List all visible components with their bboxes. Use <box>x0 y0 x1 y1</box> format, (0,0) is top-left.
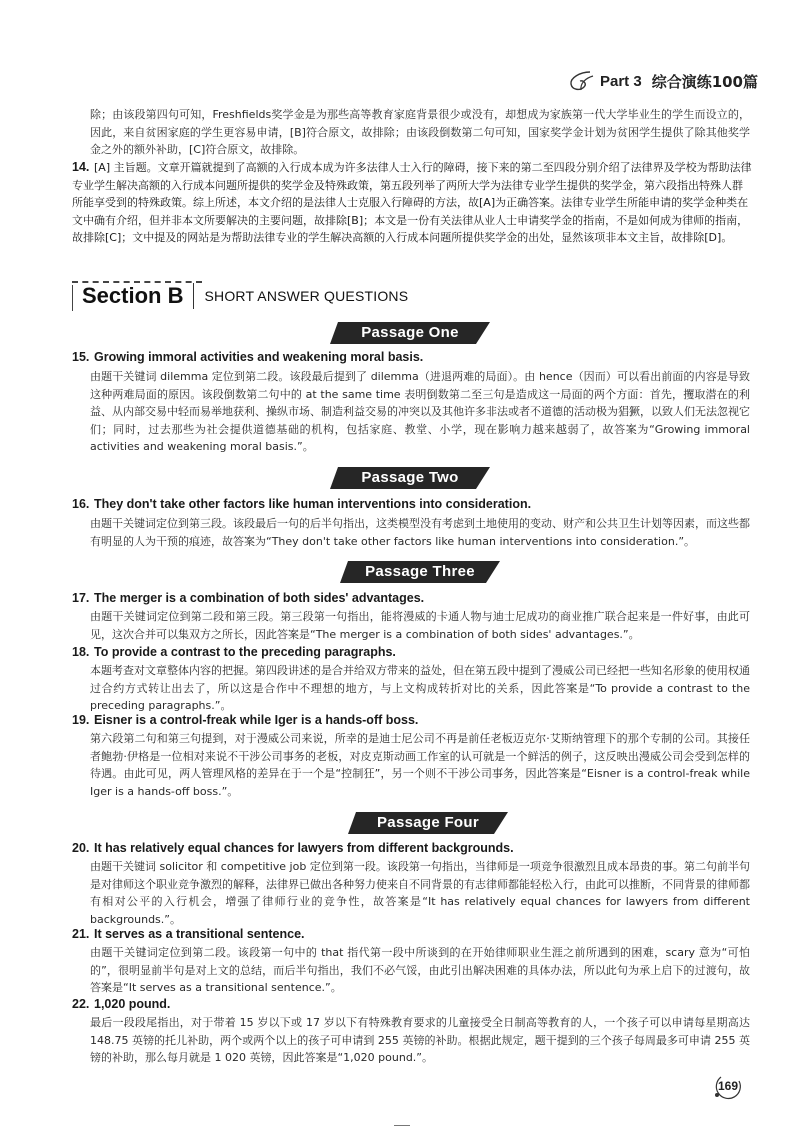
question-answer: Eisner is a control-freak while Iger is a hands-off boss. <box>94 713 419 727</box>
question-14-text: [A] 主旨题。文章开篇就提到了高额的入行成本成为许多法律人士入行的障碍，接下来的第二至四段分别介绍了法律界及学校为帮助法律专业学生解决高额的入行成本问题所提供的奖学金及特殊政策，第五段列举了两所大学为法律专业学生提供的奖学金，第六段指出特殊人群所能享受到的特殊政策。综上所述，本文介绍的是法律人士克服入行障碍的方法，故[A]为正确答案。法律专业学生所能申请的奖学金种类在文中确有介绍，但并非本文所要解决的主要问题，故排除[B]；本文是一份有关法律从业人士申请奖学金的指南，不是如何成为律师的指南，故排除[C]；文中提及的网站是为帮助法律专业的学生解决高额的入行成本问题所提供奖学金的出处，显然该项非本文主旨，故排除[D]。 <box>72 161 752 244</box>
question-number: 20. <box>72 841 90 855</box>
passage-four-banner <box>348 812 508 834</box>
question-number: 14. <box>72 160 90 174</box>
passage-two-title: Passage Two <box>361 469 459 486</box>
header-part: Part 3 <box>599 72 642 90</box>
page-number-badge <box>713 1073 743 1103</box>
question-17-head <box>72 590 752 607</box>
question-answer: The merger is a combination of both sides' advantages. <box>94 591 425 605</box>
section-title: Section B <box>72 283 194 309</box>
passage-four-title: Passage Four <box>377 814 479 831</box>
passage-one-banner <box>330 322 490 344</box>
question-20-explanation: 由题干关键词 solicitor 和 competitive job 定位到第一段。该段第一句指出，当律师是一项竞争很激烈且成本昂贵的事。第二句前半句是对律师这个职业竞争激烈的解释，法律界已做出各种努力使来自不同背景的有志律师都能轻松入行，由此可以推断，不同背景的律师都有相对公平的入行机会，增强了律师行业的竞争性，故答案是“It has relatively equal chances for lawyers from different backgrounds.”。 <box>90 860 750 926</box>
question-answer: It has relatively equal chances for lawyers from different backgrounds. <box>94 841 514 855</box>
question-17-explanation: 由题干关键词定位到第二段和第三段。第三段第一句指出，能将漫威的卡通人物与迪士尼成功的商业推广联合起来是一件好事，由此可见，这次合并可以集双方之所长，因此答案是“The merger is a combination of both sides' advantages.”。 <box>90 610 750 641</box>
question-answer: It serves as a transitional sentence. <box>94 927 305 941</box>
page-number: 169 <box>717 1079 739 1093</box>
question-answer: 1,020 pound. <box>94 997 171 1011</box>
question-15-explanation: 由题干关键词 dilemma 定位到第二段。该段最后提到了 dilemma（进退两难的局面）。由 hence（因而）可以看出前面的内容是导致这种两难局面的原因。该段倒数第二句中的 at the same time 表明倒数第二至三句是造成这一局面的两个方面：首先，攫取潜在的利益、从内部交易中轻而易举地获利、操纵市场、制造利益交易的冲突以及其他许多非法或者不道德的活动极为猖獗，以致人们无法忽视它们；同时，过去那些为社会提供道德基础的机构，包括家庭、教堂、小学，现在影响力越来越弱了，故答案为“Growing immoral activities and weakening moral basis.”。 <box>90 370 750 453</box>
question-number: 17. <box>72 591 90 605</box>
question-21-explanation: 由题干关键词定位到第二段。该段第一句中的 that 指代第一段中所谈到的在开始律师职业生涯之前所遇到的困难，scary 意为“可怕的”，很明显前半句是对上文的总结，而后半句指出，我们不必气馁，由此引出解决困难的具体办法，所以此句为承上启下的过渡句，故答案是“It serves as a transitional sentence.”。 <box>90 946 750 994</box>
section-title-box <box>72 281 408 311</box>
passage-three-title: Passage Three <box>365 563 475 580</box>
question-answer: Growing immoral activities and weakening moral basis. <box>94 350 424 364</box>
question-number: 18. <box>72 645 90 659</box>
question-number: 22. <box>72 997 90 1011</box>
question-number: 16. <box>72 497 90 511</box>
question-16-explanation: 由题干关键词定位到第三段。该段最后一句的后半句指出，这类模型没有考虑到土地使用的变动、财产和公共卫生计划等因素，而这些都有明显的人为干预的痕迹，故答案为“They don't take other factors like human interventions into consideration.”。 <box>90 517 750 548</box>
passage-three-banner <box>340 561 500 583</box>
question-number: 15. <box>72 350 90 364</box>
section-subtitle: SHORT ANSWER QUESTIONS <box>204 288 409 304</box>
question-21-head <box>72 926 752 943</box>
question-16-head <box>72 496 752 513</box>
question-19-head <box>72 712 752 729</box>
question-22-head <box>72 996 752 1013</box>
intro-paragraph: 除；由该段第四句可知，Freshfields奖学金是为那些高等教育家庭背景很少或没有，却想成为家族第一代大学毕业生的学生而设立的，因此，来自贫困家庭的学生更容易申请，[B]符合原文，故排除；由该段倒数第二句可知，国家奖学金计划为贫困学生提供了除其他奖学金之外的额外补助，[C]符合原文，故排除。 <box>90 108 750 156</box>
question-answer: To provide a contrast to the preceding paragraphs. <box>94 645 396 659</box>
question-19-explanation: 第六段第二句和第三句提到，对于漫威公司来说，所幸的是迪士尼公司不再是前任老板迈克尔·艾斯纳管理下的那个专制的公司。其接任者鲍勃·伊格是一位相对来说不干涉公司事务的老板，对皮克斯动画工作室的认可就是一个鲜活的例子，这反映出漫威公司会受到怎样的待遇。由此可见，两人管理风格的差异在于一个是“控制狂”，另一个则不干涉公司事务，因此答案是“Eisner is a control-freak while Iger is a hands-off boss.”。 <box>90 732 750 798</box>
question-number: 19. <box>72 713 90 727</box>
question-22-explanation: 最后一段段尾指出，对于带着 15 岁以下或 17 岁以下有特殊教育要求的儿童接受全日制高等教育的人，一个孩子可以申请每星期高达 148.75 英镑的托儿补助，两个或两个以上的孩子可申请到 255 英镑的补助。根据此规定，题干提到的三个孩子每周最多可申请 255 英镑的补助，那么每月就是 1 020 英镑，因此答案是“1,020 pound.”。 <box>90 1016 750 1064</box>
question-number: 21. <box>72 927 90 941</box>
question-18-explanation: 本题考查对文章整体内容的把握。第四段讲述的是合并给双方带来的益处，但在第五段中提到了漫威公司已经把一些知名形象的使用权通过合约方式转让出去了，所以这是合作中不理想的地方，与上文构成转折对比的关系，因此答案是“To provide a contrast to the preceding paragraphs.”。 <box>90 664 750 712</box>
header-title: 综合演练100篇 <box>651 72 758 91</box>
footer-mark <box>394 1125 410 1126</box>
question-answer: They don't take other factors like human interventions into consideration. <box>94 497 532 511</box>
swirl-icon <box>566 70 596 92</box>
question-18-head <box>72 644 752 661</box>
passage-two-banner <box>330 467 490 489</box>
passage-one-title: Passage One <box>361 324 459 341</box>
question-15-head <box>72 349 752 366</box>
page-header <box>566 70 758 92</box>
question-20-head <box>72 840 752 857</box>
question-14 <box>72 159 752 247</box>
section-header <box>72 281 762 311</box>
